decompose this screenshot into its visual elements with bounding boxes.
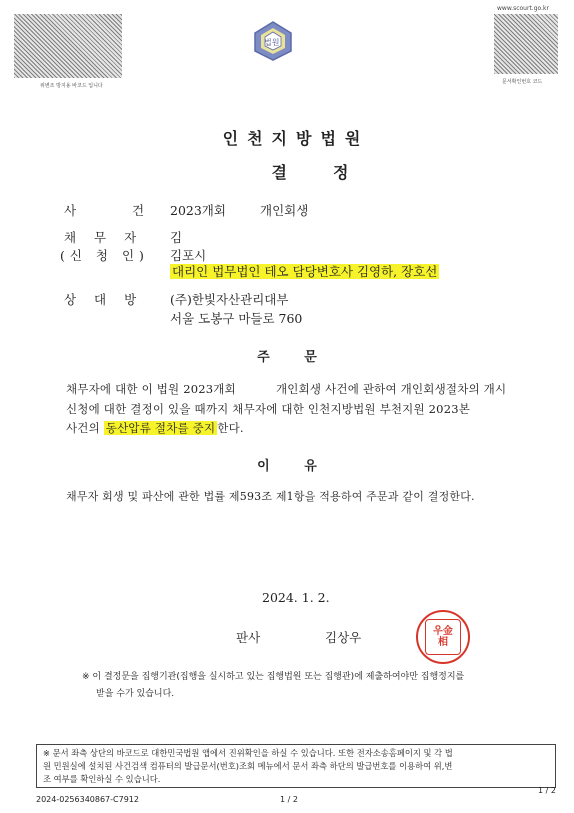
debtor-agent-text: 대리인 법무법인 테오 담당변호사 김영하, 장호선: [172, 264, 438, 279]
order-line-3-post: 한다.: [217, 421, 244, 435]
case-type: 개인회생: [260, 203, 309, 218]
barcode-image: [14, 14, 122, 78]
barcode-caption: 위변조 방지용 바코드 입니다: [40, 83, 103, 89]
judge-title: 판사: [236, 630, 261, 645]
decision-date: 2024. 1. 2.: [262, 590, 330, 605]
qr-caption: 문서확인번호 코드: [502, 79, 543, 85]
court-name: 인천지방법원: [222, 129, 370, 148]
order-line-2: 신청에 대한 결정이 있을 때까지 채무자에 대한 인천지방법원 부천지원 2023본: [66, 402, 471, 416]
applicant-label: (신 청 인): [60, 248, 149, 263]
site-url: www.scourt.go.kr: [497, 5, 549, 12]
counterparty-label: 상 대 방: [64, 292, 144, 307]
note-line-2: 받을 수가 있습니다.: [96, 689, 175, 699]
emblem-label: 법원: [264, 38, 280, 47]
judge-name: 김상우: [325, 630, 362, 645]
notice-line-3: 조 여부를 확인하실 수 있습니다.: [43, 774, 161, 784]
counterparty-name: (주)한빛자산관리대부: [170, 292, 289, 307]
issuance-number: 2024-0256340867-C7912: [36, 795, 139, 804]
judge-seal-text: 우金相: [433, 626, 453, 648]
document-type: 결정: [271, 163, 395, 182]
authenticity-notice-box: [36, 744, 556, 788]
reason-text: 채무자 회생 및 파산에 관한 법률 제593조 제1항을 적용하여 주문과 같이 결정한다.: [66, 490, 475, 503]
note-line-1: ※ 이 결정문을 집행기관(집행을 실시하고 있는 집행법원 또는 집행관)에 제출하여야만 집행정지를: [82, 672, 465, 682]
page-number-right: 1 / 2: [538, 786, 556, 795]
case-number: 2023개회: [170, 203, 226, 218]
counterparty-address: 서울 도봉구 마들로 760: [170, 311, 303, 326]
page-number: 1 / 2: [280, 795, 298, 804]
notice-line-2: 원 민원실에 설치된 사건검색 컴퓨터의 발급문서(번호)조회 메뉴에서 문서 좌측 하단의 발급번호를 이용하여 위,변: [43, 761, 453, 771]
order-highlight: 동산압류 절차를 중지: [105, 421, 216, 435]
order-line-1a: 채무자에 대한 이 법원 2023개회: [66, 382, 236, 396]
order-line-1b: 개인회생 사건에 관하여 개인회생절차의 개시: [276, 382, 507, 396]
order-line-3: [66, 420, 244, 436]
case-label: 사 건: [64, 203, 171, 218]
judge-seal: [416, 610, 470, 664]
order-line-3-pre: 사건의: [66, 421, 100, 435]
debtor-name: 김: [170, 230, 183, 245]
notice-line-1: ※ 문서 좌측 상단의 바코드로 대한민국법원 앱에서 진위확인을 하실 수 있습니다. 또한 전자소송홈페이지 및 각 법: [43, 748, 453, 758]
order-heading: 주 문: [257, 350, 317, 365]
debtor-label: 채 무 자: [64, 230, 144, 245]
debtor-address: 김포시: [170, 248, 207, 263]
qr-code-image: [494, 14, 558, 74]
debtor-agent: [170, 262, 439, 280]
reason-heading: 이 유: [257, 459, 317, 474]
